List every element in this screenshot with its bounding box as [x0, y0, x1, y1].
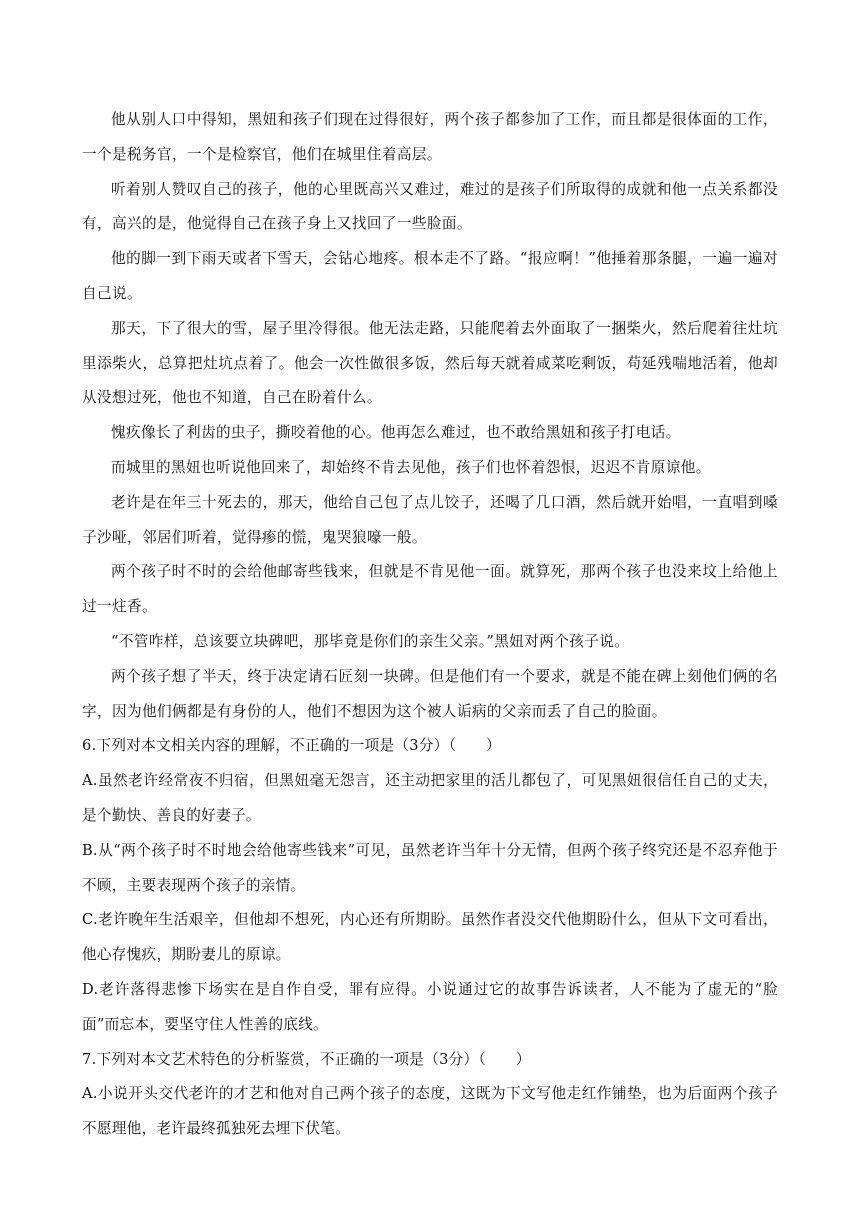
story-paragraph: 而城里的黑妞也听说他回来了，却始终不肯去见他，孩子们也怀着怨恨，迟迟不肯原谅他。	[111, 458, 711, 476]
option-c: C.老许晚年生活艰辛，但他却不想死，内心还有所期盼。虽然作者没交代他期盼什么，但从下文可看出，他心存愧疚，期盼妻儿的原谅。	[82, 911, 778, 964]
story-paragraph: 他从别人口中得知，黑妞和孩子们现在过得很好，两个孩子都参加了工作，而且都是很体面的工作，一个是税务官，一个是检察官，他们在城里住着高层。	[82, 111, 778, 163]
story-text	[82, 103, 778, 729]
story-paragraph: 两个孩子想了半天，终于决定请石匠刻一块碑。但是他们有一个要求，就是不能在碑上刻他们俩的名字，因为他们俩都是有身份的人，他们不想因为这个被人诟病的父亲而丢了自己的脸面。	[82, 667, 778, 720]
story-paragraph: 两个孩子时不时的会给他邮寄些钱来，但就是不肯见他一面。就算死，那两个孩子也没来坟上给他上过一炷香。	[82, 563, 778, 616]
story-paragraph: 那天，下了很大的雪，屋子里冷得很。他无法走路，只能爬着去外面取了一捆柴火，然后爬着往灶坑里添柴火，总算把灶坑点着了。他会一次性做很多饭，然后每天就着咸菜吃剩饭，苟延残喘地活着，他却从没想过死，他也不知道，自己在盼着什么。	[82, 319, 778, 407]
option-a: A.小说开头交代老许的才艺和他对自己两个孩子的态度，这既为下文写他走红作铺垫，也为后面两个孩子不愿理他，老许最终孤独死去埋下伏笔。	[82, 1085, 778, 1138]
story-paragraph: “不管咋样，总该要立块碑吧，那毕竟是你们的亲生父亲。”黑妞对两个孩子说。	[111, 632, 630, 650]
option-b: B.从“两个孩子时不时地会给他寄些钱来”可见，虽然老许当年十分无情，但两个孩子终究还是不忍弃他于不顾，主要表现两个孩子的亲情。	[82, 841, 778, 894]
story-paragraph: 他的脚一到下雨天或者下雪天，会钻心地疼。根本走不了路。“报应啊！”他捶着那条腿，一遍一遍对自己说。	[82, 250, 778, 302]
story-paragraph: 愧疚像长了利齿的虫子，撕咬着他的心。他再怎么难过，也不敢给黑妞和孩子打电话。	[111, 424, 681, 442]
question-6	[82, 729, 778, 1042]
story-paragraph: 听着别人赞叹自己的孩子，他的心里既高兴又难过，难过的是孩子们所取得的成就和他一点关系都没有，高兴的是，他觉得自己在孩子身上又找回了一些脸面。	[82, 180, 778, 233]
question-7	[82, 1043, 778, 1147]
question-stem: 7.下列对本文艺术特色的分析鉴赏，不正确的一项是（3分）（ ）	[82, 1050, 531, 1068]
question-stem: 6.下列对本文相关内容的理解，不正确的一项是（3分）（ ）	[82, 737, 501, 755]
option-a: A.虽然老许经常夜不归宿，但黑妞毫无怨言，还主动把家里的活儿都包了，可见黑妞很信任自己的丈夫，是个勤快、善良的好妻子。	[82, 772, 778, 824]
option-d: D.老许落得悲惨下场实在是自作自受，罪有应得。小说通过它的故事告诉读者，人不能为了虚无的“脸面”而忘本，要坚守住人性善的底线。	[82, 980, 778, 1033]
story-paragraph: 老许是在年三十死去的，那天，他给自己包了点儿饺子，还喝了几口酒，然后就开始唱，一直唱到嗓子沙哑，邻居们听着，觉得瘆的慌，鬼哭狼嚎一般。	[82, 493, 778, 546]
